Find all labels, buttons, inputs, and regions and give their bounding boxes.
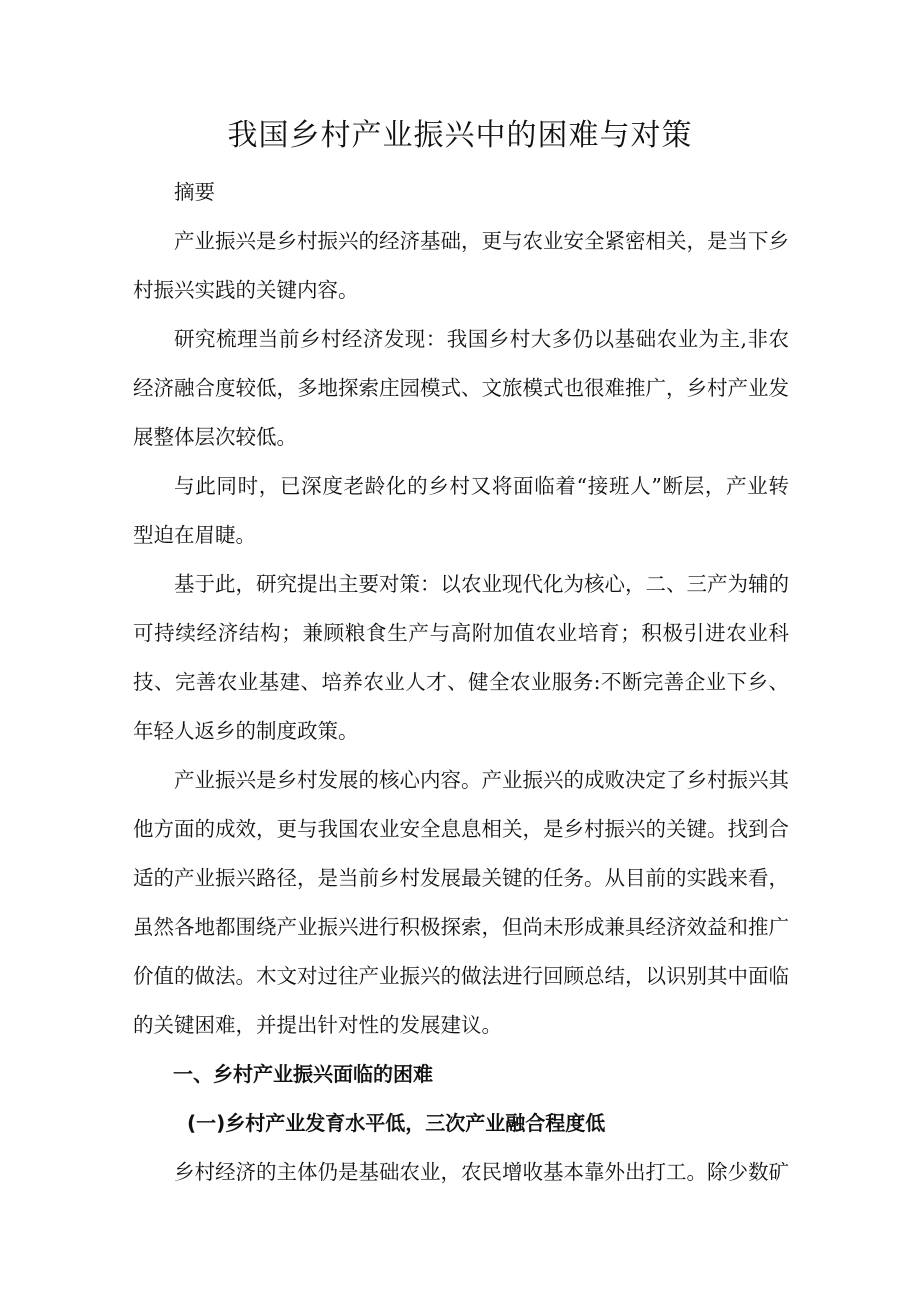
abstract-paragraph-1: 产业振兴是乡村振兴的经济基础，更与农业安全紧密相关，是当下乡村振兴实践的关键内容。 [133, 229, 789, 302]
document-title: 我国乡村产业振兴中的困难与对策 [227, 118, 693, 153]
intro-paragraph: 产业振兴是乡村发展的核心内容。产业振兴的成败决定了乡村振兴其他方面的成效，更与我国农业安全息息相关，是乡村振兴的关键。找到合适的产业振兴路径，是当前乡村发展最关键的任务。从目前的实践来看，虽然各地都围绕产业振兴进行积极探索，但尚未形成兼具经济效益和推广价值的做法。木文对过往产业振兴的做法进行回顾总结，以识别其中面临的关键困难，并提出针对性的发展建议。 [133, 768, 789, 1037]
document-body [133, 168, 789, 1197]
subsection-heading-1-1: (一)乡村产业发育水平低，三次产业融合程度低 [187, 1111, 606, 1135]
abstract-paragraph-2: 研究梳理当前乡村经济发现：我国乡村大多仍以基础农业为主,非农经济融合度较低，多地探索庄园模式、文旅模式也很难推广，乡村产业发展整体层次较低。 [133, 327, 789, 449]
section-heading-1: 一、乡村产业振兴面临的困难 [173, 1062, 433, 1086]
abstract-paragraph-3: 与此同时，已深度老龄化的乡村又将面临着“接班人”断层，产业转型迫在眉睫。 [133, 474, 789, 547]
abstract-paragraph-4: 基于此，研究提出主要对策：以农业现代化为核心，二、三产为辅的可持续经济结构；兼顾粮食生产与高附加值农业培育；积极引进农业科技、完善农业基建、培养农业人才、健全农业服务:不断完善企业下乡、年轻人返乡的制度政策。 [133, 572, 789, 743]
section-paragraph-1-1: 乡村经济的主体仍是基础农业，农民增收基本靠外出打工。除少数矿 [174, 1160, 789, 1184]
abstract-label: 摘要 [174, 180, 215, 204]
